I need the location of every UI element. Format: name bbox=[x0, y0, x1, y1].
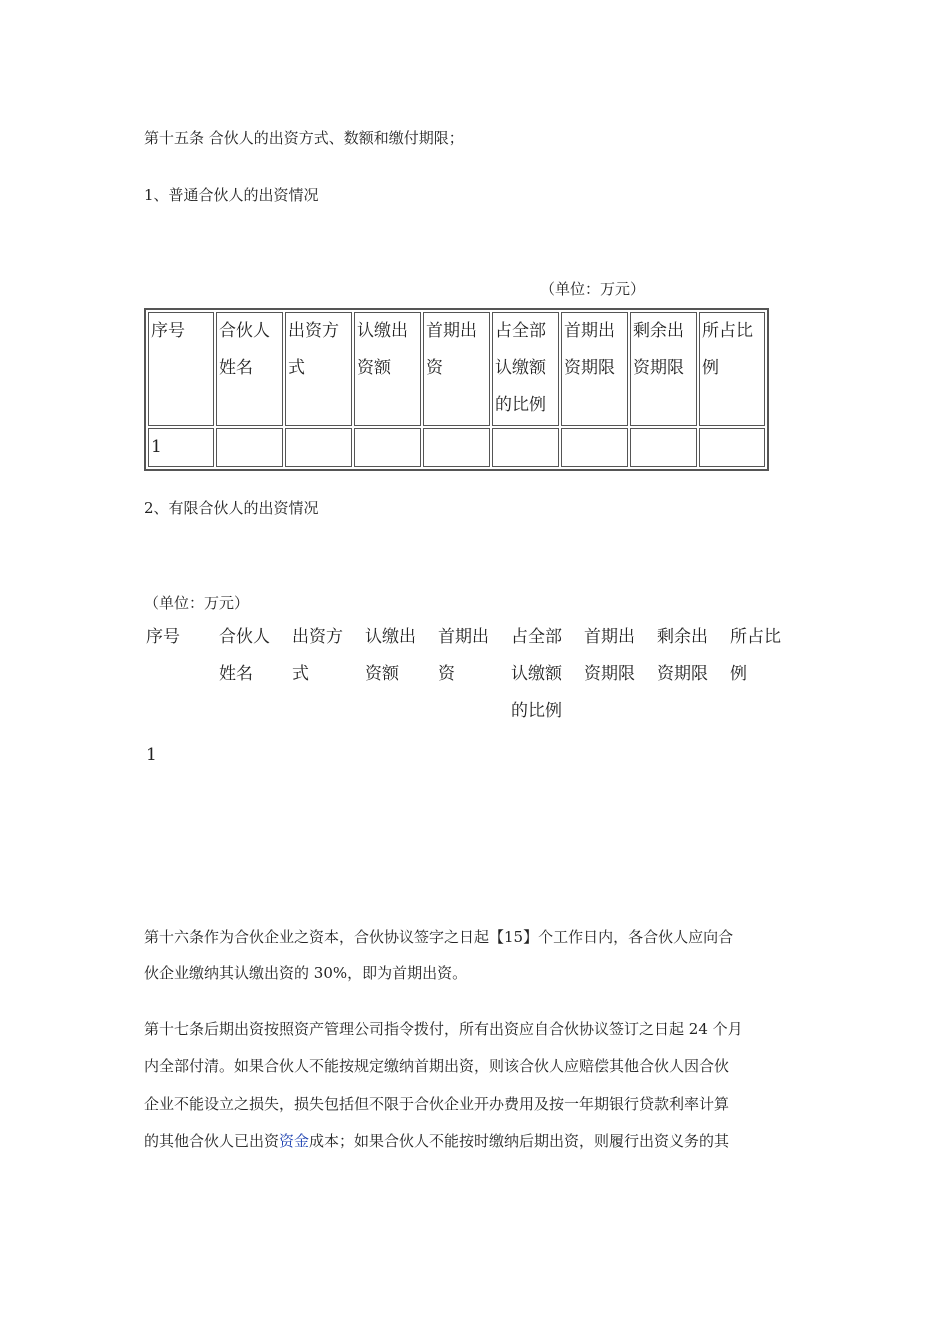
table-row bbox=[148, 428, 765, 467]
header-cell-first-deadline: 首期出 资期限 bbox=[584, 627, 635, 684]
cell-empty bbox=[630, 428, 697, 467]
section-1-title: 1、普通合伙人的出资情况 bbox=[144, 186, 319, 204]
unit-note-1: （单位：万元） bbox=[540, 280, 646, 298]
header-cell-first-contribution: 首期出 资 bbox=[438, 627, 489, 684]
header-cell-share-of-total: 占全部 认缴额 的比例 bbox=[492, 312, 559, 426]
table-header-row bbox=[144, 619, 801, 737]
cell-empty bbox=[423, 428, 490, 467]
cell-empty bbox=[699, 428, 765, 467]
cell-empty bbox=[492, 428, 559, 467]
cell-empty bbox=[216, 428, 283, 467]
header-cell-partner-name: 合伙人 姓名 bbox=[219, 627, 270, 684]
cell-empty bbox=[509, 737, 582, 774]
capital-link[interactable]: 资金 bbox=[279, 1132, 310, 1150]
header-cell-index: 序号 bbox=[146, 627, 180, 647]
header-cell-first-contribution: 首期出 资 bbox=[423, 312, 490, 426]
header-cell-remaining-deadline: 剩余出 资期限 bbox=[630, 312, 697, 426]
general-partner-contribution-table bbox=[144, 308, 769, 471]
header-cell-partner-name: 合伙人 姓名 bbox=[216, 312, 283, 426]
header-cell-share-of-total: 占全部 认缴额 的比例 bbox=[511, 627, 562, 721]
header-cell-first-deadline: 首期出 资期限 bbox=[561, 312, 628, 426]
cell-empty bbox=[561, 428, 628, 467]
cell-empty bbox=[217, 737, 290, 774]
header-cell-remaining-deadline: 剩余出 资期限 bbox=[657, 627, 708, 684]
cell-empty bbox=[354, 428, 421, 467]
cell-index: 1 bbox=[146, 745, 157, 765]
cell-empty bbox=[285, 428, 352, 467]
article-17-text: 的其他合伙人已出资 bbox=[144, 1132, 280, 1150]
header-cell-contribution-method: 出资方 式 bbox=[292, 627, 343, 684]
header-cell-subscribed-amount: 认缴出 资额 bbox=[354, 312, 421, 426]
cell-index: 1 bbox=[148, 428, 214, 467]
limited-partner-contribution-table bbox=[144, 619, 801, 774]
cell-empty bbox=[582, 737, 655, 774]
table-header-row bbox=[148, 312, 765, 426]
article-17-line bbox=[144, 1131, 729, 1151]
article-16-line: 伙企业缴纳其认缴出资的 30%，即为首期出资。 bbox=[144, 964, 468, 982]
article-17-text: 成本；如果合伙人不能按时缴纳后期出资，则履行出资义务的其 bbox=[309, 1132, 730, 1150]
unit-note-2: （单位：万元） bbox=[144, 594, 250, 612]
header-cell-contribution-method: 出资方 式 bbox=[285, 312, 352, 426]
section-2-title: 2、有限合伙人的出资情况 bbox=[144, 499, 319, 517]
header-cell-index: 序号 bbox=[148, 312, 214, 426]
article-17-line: 第十七条后期出资按照资产管理公司指令拨付，所有出资应自合伙协议签订之日起 24 个月 bbox=[144, 1020, 743, 1038]
header-cell-subscribed-amount: 认缴出 资额 bbox=[365, 627, 416, 684]
cell-empty bbox=[436, 737, 509, 774]
article-17-line: 内全部付清。如果合伙人不能按规定缴纳首期出资，则该合伙人应赔偿其他合伙人因合伙 bbox=[144, 1057, 730, 1075]
header-cell-ratio: 所占比 例 bbox=[699, 312, 765, 426]
cell-empty bbox=[363, 737, 436, 774]
table-row bbox=[144, 737, 801, 774]
cell-empty bbox=[290, 737, 363, 774]
cell-empty bbox=[655, 737, 728, 774]
article-15-heading: 第十五条 合伙人的出资方式、数额和缴付期限； bbox=[144, 129, 464, 147]
header-cell-ratio: 所占比 例 bbox=[730, 627, 781, 684]
article-17-line: 企业不能设立之损失，损失包括但不限于合伙企业开办费用及按一年期银行贷款利率计算 bbox=[144, 1095, 730, 1113]
cell-empty bbox=[728, 737, 801, 774]
article-16-line: 第十六条作为合伙企业之资本，合伙协议签字之日起【15】个工作日内，各合伙人应向合 bbox=[144, 928, 734, 946]
